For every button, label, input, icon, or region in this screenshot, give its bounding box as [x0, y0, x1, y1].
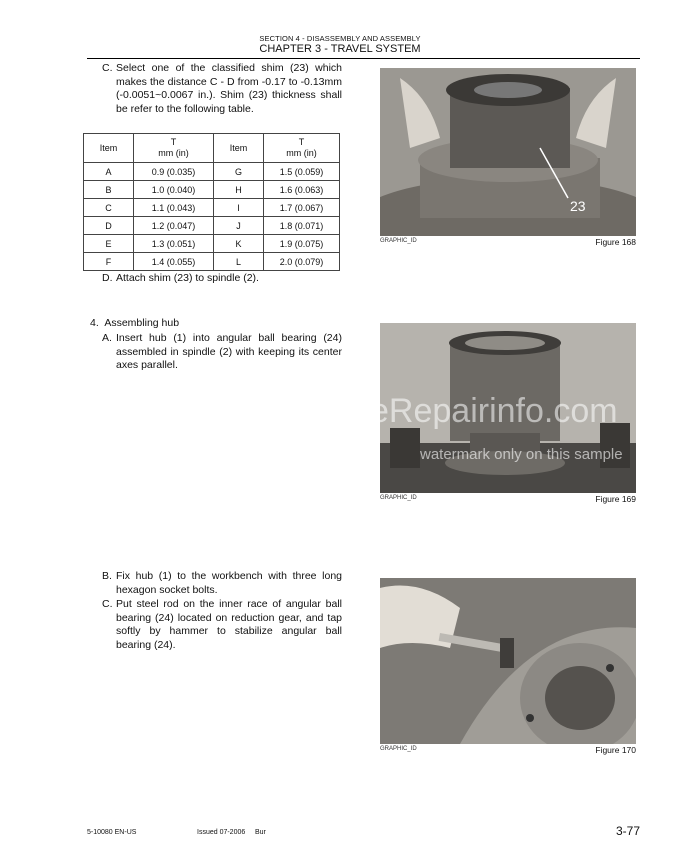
- step-number: 4.: [90, 317, 99, 329]
- table-cell: 1.3 (0.051): [134, 235, 214, 253]
- shim-thickness-table: [83, 133, 340, 271]
- table-cell: 1.7 (0.067): [264, 199, 340, 217]
- table-header-row: [84, 134, 340, 163]
- table-cell: K: [214, 235, 264, 253]
- hub-fixing-illustration: [380, 578, 636, 744]
- step-c-select-shim: [102, 62, 342, 116]
- step-label: C.: [102, 598, 113, 610]
- step-text: Put steel rod on the inner race of angular ball bearing (24) located on reduction gear, and tap softly by hammer to stabilize angular ball bearing (24).: [116, 598, 342, 651]
- step-4b-fix-hub: [102, 570, 342, 597]
- header-rule: [87, 58, 640, 59]
- step-text: Select one of the classified shim (23) which makes the distance C - D from -0.17 to -0.13mm (-0.0051~0.0067 in.). Shim (23) thickness shall be refer to the following table.: [116, 62, 342, 115]
- step-d-attach-shim: [102, 272, 342, 286]
- table-cell: 1.2 (0.047): [134, 217, 214, 235]
- step-label: A.: [102, 332, 112, 344]
- page-number: 3-77: [615, 824, 640, 838]
- step-4c-stabilize-bearing: [102, 598, 342, 652]
- table-cell: C: [84, 199, 134, 217]
- graphic-id: GRAPHIC_ID: [380, 746, 417, 752]
- figure-number: Figure 170: [595, 745, 636, 755]
- table-cell: D: [84, 217, 134, 235]
- table-cell: A: [84, 163, 134, 181]
- table-cell: L: [214, 253, 264, 271]
- step-label: D.: [102, 272, 113, 284]
- step-text: Insert hub (1) into angular ball bearing (24) assembled in spindle (2) with keeping its center axes parallel.: [116, 332, 342, 371]
- table-cell: H: [214, 181, 264, 199]
- figure-170-photo: [380, 578, 636, 744]
- table-cell: 1.8 (0.071): [264, 217, 340, 235]
- table-cell: F: [84, 253, 134, 271]
- hub-with-shim-illustration: [380, 68, 636, 236]
- table-cell: 1.1 (0.043): [134, 199, 214, 217]
- section-header: SECTION 4 - DISASSEMBLY AND ASSEMBLY: [259, 34, 421, 43]
- table-header-cell: T mm (in): [264, 134, 340, 163]
- table-header-cell: Item: [214, 134, 264, 163]
- graphic-id: GRAPHIC_ID: [380, 238, 417, 244]
- table-cell: J: [214, 217, 264, 235]
- step-label: C.: [102, 62, 113, 74]
- table-row: [84, 235, 340, 253]
- step-text: Attach shim (23) to spindle (2).: [116, 272, 259, 284]
- table-header-cell: T mm (in): [134, 134, 214, 163]
- table-cell: B: [84, 181, 134, 199]
- step-title: Assembling hub: [104, 317, 180, 329]
- step-text: Fix hub (1) to the workbench with three long hexagon socket bolts.: [116, 570, 342, 596]
- watermark-site: eRepairinfo.com: [370, 392, 618, 430]
- table-cell: 1.4 (0.055): [134, 253, 214, 271]
- table-cell: E: [84, 235, 134, 253]
- chapter-title: CHAPTER 3 - TRAVEL SYSTEM: [259, 43, 421, 55]
- figure-170: [380, 578, 636, 756]
- table-header-cell: Item: [84, 134, 134, 163]
- part-callout: 23: [570, 198, 586, 214]
- table-cell: 0.9 (0.035): [134, 163, 214, 181]
- table-cell: 1.0 (0.040): [134, 181, 214, 199]
- figure-number: Figure 168: [595, 237, 636, 247]
- figure-caption: [380, 744, 636, 756]
- table-cell: G: [214, 163, 264, 181]
- table-cell: 1.9 (0.075): [264, 235, 340, 253]
- table-row: [84, 199, 340, 217]
- watermark-note: watermark only on this sample: [420, 446, 623, 463]
- step-4-heading: [90, 317, 179, 331]
- table-cell: 1.5 (0.059): [264, 163, 340, 181]
- figure-168-photo: [380, 68, 636, 236]
- figure-168: [380, 68, 636, 248]
- language-code: Bur: [255, 829, 266, 836]
- step-4a-insert-hub: [102, 332, 342, 373]
- graphic-id: GRAPHIC_ID: [380, 495, 417, 501]
- doc-number: 5-10080 EN-US: [87, 829, 137, 836]
- figure-number: Figure 169: [595, 494, 636, 504]
- figure-caption: [380, 493, 636, 505]
- table-cell: I: [214, 199, 264, 217]
- figure-caption: [380, 236, 636, 248]
- table-cell: 1.6 (0.063): [264, 181, 340, 199]
- issue-date: Issued 07-2006: [197, 829, 246, 836]
- table-row: [84, 253, 340, 271]
- step-label: B.: [102, 570, 112, 582]
- table-row: [84, 163, 340, 181]
- table-row: [84, 217, 340, 235]
- table-row: [84, 181, 340, 199]
- table-cell: 2.0 (0.079): [264, 253, 340, 271]
